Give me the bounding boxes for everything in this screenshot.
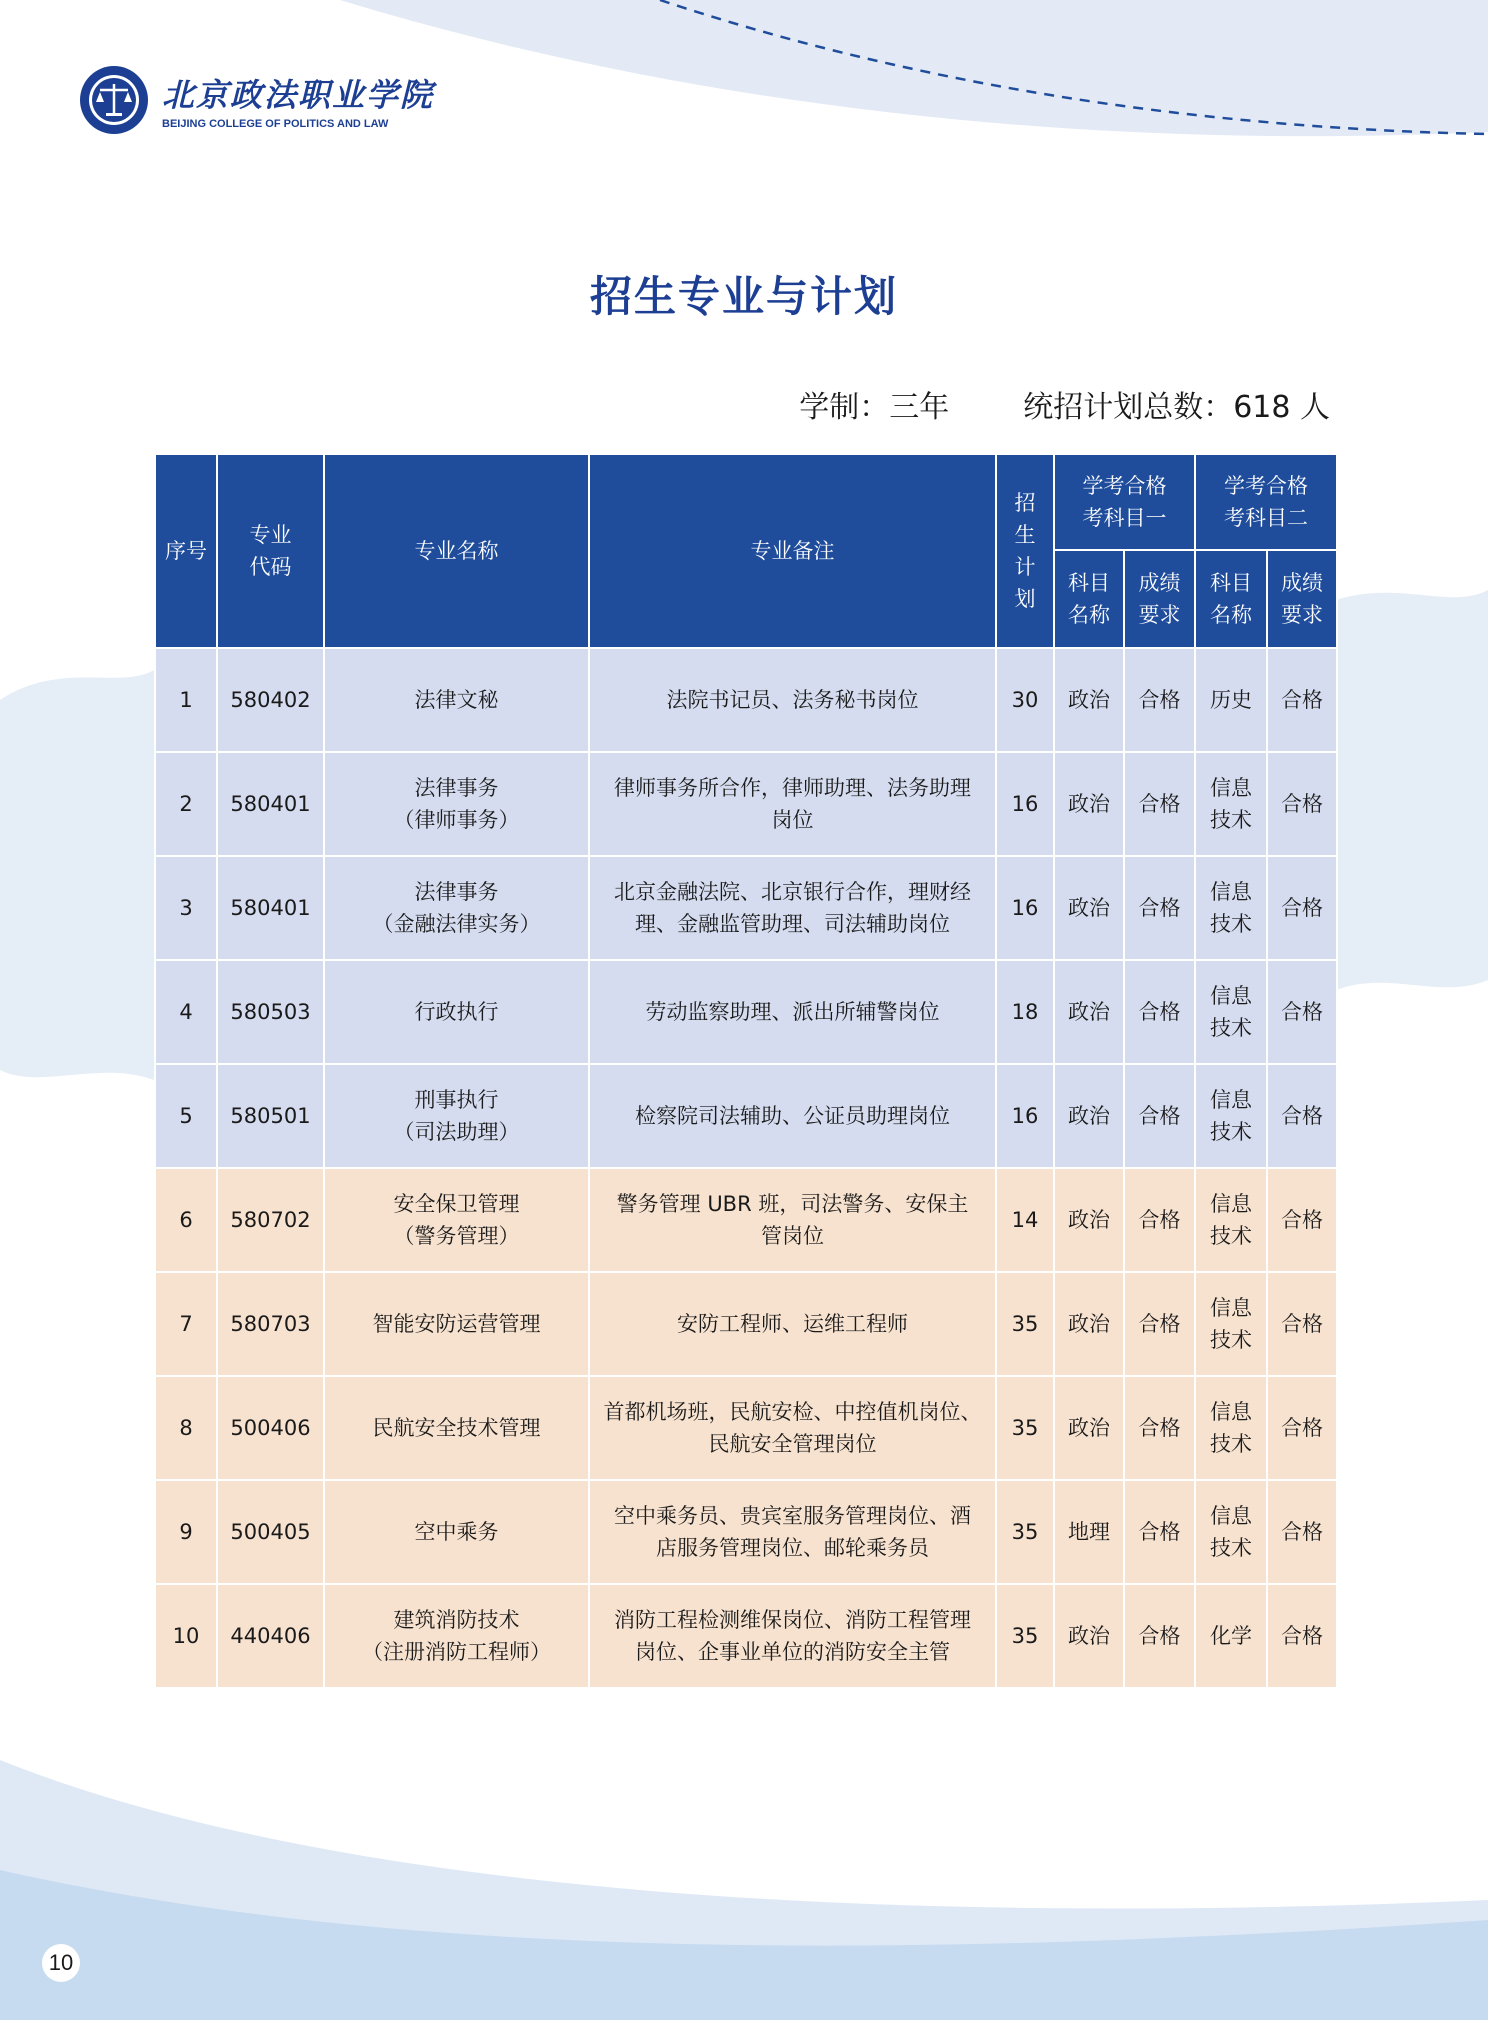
- cell-subject-two: [1195, 1168, 1267, 1272]
- subject-line: 技术: [1210, 1016, 1252, 1040]
- cell-major-name: [324, 648, 589, 752]
- header-subject-one: [1054, 454, 1195, 550]
- cell-code: 580703: [217, 1272, 324, 1376]
- major-name-line: 民航安全技术管理: [372, 1416, 541, 1440]
- subject-line: 化学: [1210, 1624, 1252, 1648]
- cell-code: 500405: [217, 1480, 324, 1584]
- cell-subject-two: [1195, 1272, 1267, 1376]
- cell-seq: 2: [155, 752, 217, 856]
- note-line: 北京金融法院、北京银行合作，理财经: [614, 880, 971, 904]
- cell-subject-one: 政治: [1054, 856, 1124, 960]
- cell-requirement-two: 合格: [1267, 1584, 1337, 1688]
- cell-requirement-one: 合格: [1124, 1168, 1195, 1272]
- header-plan-char: 招: [1014, 491, 1036, 515]
- subject-line: 历史: [1210, 688, 1252, 712]
- cell-requirement-one: 合格: [1124, 752, 1195, 856]
- cell-note: [589, 648, 996, 752]
- cell-seq: 4: [155, 960, 217, 1064]
- major-name-line: 法律事务: [414, 776, 499, 800]
- header-sub-line: 科目: [1068, 571, 1110, 595]
- header-code: [217, 454, 324, 648]
- cell-requirement-one: 合格: [1124, 1272, 1195, 1376]
- cell-plan: 35: [996, 1376, 1054, 1480]
- header-plan-char: 计: [1014, 555, 1036, 579]
- header-major-name: 专业名称: [324, 454, 589, 648]
- brush-stroke-left: [0, 670, 154, 1080]
- table-row: [155, 1168, 1337, 1272]
- cell-requirement-one: 合格: [1124, 1480, 1195, 1584]
- school-name-english: BEIJING COLLEGE OF POLITICS AND LAW: [162, 118, 389, 130]
- cell-subject-one: 地理: [1054, 1480, 1124, 1584]
- header-sub-line: 要求: [1138, 603, 1181, 627]
- cell-requirement-two: 合格: [1267, 1376, 1337, 1480]
- note-line: 理、金融监管助理、司法辅助岗位: [635, 912, 950, 936]
- header-sub-line: 成绩: [1281, 571, 1323, 595]
- cell-note: [589, 1168, 996, 1272]
- header-code-line: 代码: [249, 555, 292, 579]
- cell-plan: 30: [996, 648, 1054, 752]
- subject-line: 信息: [1210, 880, 1252, 904]
- cell-plan: 14: [996, 1168, 1054, 1272]
- header-code-line: 专业: [249, 523, 292, 547]
- cell-seq: 6: [155, 1168, 217, 1272]
- cell-major-name: [324, 1376, 589, 1480]
- subject-line: 信息: [1210, 776, 1252, 800]
- major-name-line: 空中乘务: [414, 1520, 499, 1544]
- note-line: 岗位: [771, 808, 814, 832]
- cell-plan: 35: [996, 1584, 1054, 1688]
- cell-code: 580401: [217, 856, 324, 960]
- header-subject-name: [1054, 550, 1124, 648]
- cell-requirement-two: 合格: [1267, 1064, 1337, 1168]
- enrollment-meta: [799, 382, 1330, 426]
- header-sub-line: 要求: [1281, 603, 1323, 627]
- table-row: [155, 1480, 1337, 1584]
- cell-subject-two: [1195, 856, 1267, 960]
- cell-seq: 1: [155, 648, 217, 752]
- cell-code: 580401: [217, 752, 324, 856]
- cell-seq: 10: [155, 1584, 217, 1688]
- cell-plan: 35: [996, 1272, 1054, 1376]
- header-subject-two-line: 考科目二: [1224, 506, 1308, 530]
- major-name-line: （警务管理）: [393, 1224, 520, 1248]
- subject-line: 技术: [1210, 1328, 1252, 1352]
- header-row-1: [155, 454, 1337, 550]
- header-sub-line: 科目: [1210, 571, 1252, 595]
- cell-subject-one: 政治: [1054, 960, 1124, 1064]
- subject-line: 信息: [1210, 1088, 1252, 1112]
- cell-code: 580702: [217, 1168, 324, 1272]
- cell-major-name: [324, 1272, 589, 1376]
- cell-seq: 5: [155, 1064, 217, 1168]
- cell-seq: 9: [155, 1480, 217, 1584]
- note-line: 安防工程师、运维工程师: [677, 1312, 908, 1336]
- cell-note: [589, 752, 996, 856]
- cell-subject-one: 政治: [1054, 752, 1124, 856]
- cell-subject-one: 政治: [1054, 1272, 1124, 1376]
- note-line: 首都机场班，民航安检、中控值机岗位、: [603, 1400, 982, 1424]
- cell-subject-two: [1195, 1584, 1267, 1688]
- subject-line: 信息: [1210, 984, 1252, 1008]
- major-name-line: （注册消防工程师）: [362, 1640, 551, 1664]
- cell-requirement-two: 合格: [1267, 648, 1337, 752]
- cell-plan: 16: [996, 1064, 1054, 1168]
- major-name-line: 安全保卫管理: [393, 1192, 520, 1216]
- header-sub-line: 名称: [1210, 603, 1252, 627]
- cell-subject-two: [1195, 1480, 1267, 1584]
- note-line: 律师事务所合作，律师助理、法务助理: [614, 776, 971, 800]
- cell-requirement-one: 合格: [1124, 1376, 1195, 1480]
- major-name-line: 法律事务: [414, 880, 499, 904]
- header-plan-char: 划: [1014, 587, 1036, 611]
- cell-subject-two: [1195, 752, 1267, 856]
- header-plan: [996, 454, 1054, 648]
- scales-of-justice-seal-icon: [78, 64, 150, 136]
- cell-requirement-one: 合格: [1124, 648, 1195, 752]
- cell-major-name: [324, 1168, 589, 1272]
- cell-requirement-two: 合格: [1267, 856, 1337, 960]
- cell-major-name: [324, 1064, 589, 1168]
- cell-code: 440406: [217, 1584, 324, 1688]
- table-row: [155, 1064, 1337, 1168]
- note-line: 空中乘务员、贵宾室服务管理岗位、酒: [614, 1504, 971, 1528]
- header-subject-two-line: 学考合格: [1224, 474, 1308, 498]
- subject-line: 技术: [1210, 912, 1252, 936]
- table-row: [155, 1376, 1337, 1480]
- cell-note: [589, 1584, 996, 1688]
- subject-line: 技术: [1210, 808, 1252, 832]
- note-line: 消防工程检测维保岗位、消防工程管理: [614, 1608, 971, 1632]
- cell-seq: 3: [155, 856, 217, 960]
- note-line: 检察院司法辅助、公证员助理岗位: [635, 1104, 950, 1128]
- major-name-line: 建筑消防技术: [393, 1608, 520, 1632]
- cell-requirement-one: 合格: [1124, 1584, 1195, 1688]
- cell-note: [589, 1376, 996, 1480]
- cell-subject-two: [1195, 960, 1267, 1064]
- subject-line: 技术: [1210, 1432, 1252, 1456]
- duration-text: 学制：三年: [799, 390, 950, 425]
- table-row: [155, 1272, 1337, 1376]
- cell-major-name: [324, 752, 589, 856]
- enrollment-table: [154, 453, 1338, 1689]
- cell-requirement-two: 合格: [1267, 960, 1337, 1064]
- table-row: [155, 1584, 1337, 1688]
- cell-plan: 35: [996, 1480, 1054, 1584]
- cell-plan: 18: [996, 960, 1054, 1064]
- cell-note: [589, 1480, 996, 1584]
- cell-subject-two: [1195, 1376, 1267, 1480]
- cell-subject-one: 政治: [1054, 1584, 1124, 1688]
- cell-requirement-one: 合格: [1124, 1064, 1195, 1168]
- table-row: [155, 648, 1337, 752]
- note-line: 民航安全管理岗位: [708, 1432, 877, 1456]
- major-name-line: 刑事执行: [414, 1088, 499, 1112]
- cell-subject-one: 政治: [1054, 648, 1124, 752]
- header-seq: 序号: [155, 454, 217, 648]
- header-sub-line: 名称: [1068, 603, 1110, 627]
- note-line: 管岗位: [761, 1224, 824, 1248]
- school-logo: [78, 64, 434, 136]
- page-number: 10: [42, 1944, 80, 1982]
- total-plan-text: 统招计划总数：618 人: [1023, 390, 1330, 425]
- major-name-line: （律师事务）: [393, 808, 520, 832]
- cell-seq: 8: [155, 1376, 217, 1480]
- subject-line: 技术: [1210, 1224, 1252, 1248]
- cell-code: 580501: [217, 1064, 324, 1168]
- cell-note: [589, 856, 996, 960]
- cell-code: 580402: [217, 648, 324, 752]
- table-row: [155, 752, 1337, 856]
- major-name-line: 法律文秘: [414, 688, 499, 712]
- subject-line: 信息: [1210, 1192, 1252, 1216]
- major-name-line: 行政执行: [414, 1000, 499, 1024]
- cell-major-name: [324, 960, 589, 1064]
- subject-line: 技术: [1210, 1120, 1252, 1144]
- cell-subject-two: [1195, 648, 1267, 752]
- header-subject-name: [1195, 550, 1267, 648]
- cell-requirement-two: 合格: [1267, 1480, 1337, 1584]
- brush-stroke-right: [1336, 590, 1488, 990]
- cell-note: [589, 1272, 996, 1376]
- note-line: 岗位、企事业单位的消防安全主管: [635, 1640, 950, 1664]
- cell-subject-one: 政治: [1054, 1168, 1124, 1272]
- cell-plan: 16: [996, 856, 1054, 960]
- cell-note: [589, 1064, 996, 1168]
- cell-plan: 16: [996, 752, 1054, 856]
- cell-major-name: [324, 1480, 589, 1584]
- note-line: 警务管理 UBR 班，司法警务、安保主: [616, 1192, 969, 1216]
- cell-requirement-one: 合格: [1124, 960, 1195, 1064]
- header-sub-line: 成绩: [1138, 571, 1181, 595]
- header-subject-one-line: 学考合格: [1082, 474, 1167, 498]
- cell-requirement-two: 合格: [1267, 1272, 1337, 1376]
- major-name-line: （司法助理）: [393, 1120, 520, 1144]
- subject-line: 信息: [1210, 1296, 1252, 1320]
- cell-requirement-two: 合格: [1267, 752, 1337, 856]
- cell-major-name: [324, 1584, 589, 1688]
- cell-note: [589, 960, 996, 1064]
- subject-line: 信息: [1210, 1504, 1252, 1528]
- header-plan-char: 生: [1014, 523, 1036, 547]
- cell-code: 500406: [217, 1376, 324, 1480]
- cell-subject-one: 政治: [1054, 1064, 1124, 1168]
- cell-major-name: [324, 856, 589, 960]
- school-name-chinese: 北京政法职业学院: [162, 76, 435, 114]
- header-subject-one-line: 考科目一: [1082, 506, 1167, 530]
- subject-line: 技术: [1210, 1536, 1252, 1560]
- top-wave-decoration: [340, 0, 1488, 136]
- header-score-requirement: [1124, 550, 1195, 648]
- cell-subject-one: 政治: [1054, 1376, 1124, 1480]
- page-title: 招生专业与计划: [589, 272, 898, 321]
- cell-code: 580503: [217, 960, 324, 1064]
- table-row: [155, 856, 1337, 960]
- cell-seq: 7: [155, 1272, 217, 1376]
- header-major-note: 专业备注: [589, 454, 996, 648]
- major-name-line: （金融法律实务）: [372, 912, 541, 936]
- cell-requirement-two: 合格: [1267, 1168, 1337, 1272]
- note-line: 店服务管理岗位、邮轮乘务员: [656, 1536, 929, 1560]
- table-row: [155, 960, 1337, 1064]
- header-subject-two: [1195, 454, 1337, 550]
- major-name-line: 智能安防运营管理: [372, 1312, 541, 1336]
- note-line: 法院书记员、法务秘书岗位: [666, 688, 919, 712]
- cell-subject-two: [1195, 1064, 1267, 1168]
- subject-line: 信息: [1210, 1400, 1252, 1424]
- note-line: 劳动监察助理、派出所辅警岗位: [645, 1000, 940, 1024]
- cell-requirement-one: 合格: [1124, 856, 1195, 960]
- header-score-requirement: [1267, 550, 1337, 648]
